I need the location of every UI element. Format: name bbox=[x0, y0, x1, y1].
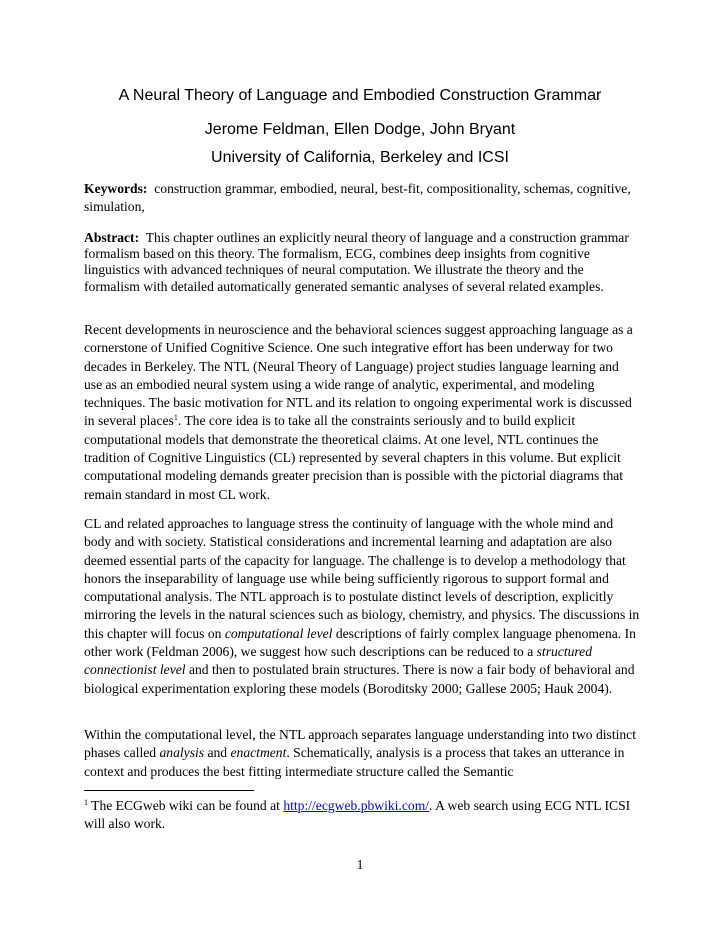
paragraph-2-text-c: and then to postulated brain structures. There is now a fair body of behavioral and biological experimentation exploring these models (Boroditsky 2000; Gallese 2005; Hauk 2004). bbox=[84, 662, 635, 696]
paragraph-2-emphasis-1: computational level bbox=[224, 625, 333, 641]
footnote-divider bbox=[84, 790, 254, 791]
keywords-text: construction grammar, embodied, neural, best-fit, compositionality, schemas, cognitive, simulation, bbox=[84, 181, 631, 215]
keywords-label: Keywords: bbox=[84, 181, 148, 196]
abstract-label: Abstract: bbox=[84, 230, 140, 245]
paragraph-2-emphasis-2: structured connectionist level bbox=[84, 644, 593, 678]
paragraph-3-emphasis-2: enactment bbox=[230, 745, 287, 761]
page-number: 1 bbox=[356, 857, 364, 872]
footnote-text-b: . A web search using ECG NTL ICSI will also work. bbox=[84, 798, 631, 832]
paragraph-3-text-b: and bbox=[204, 745, 231, 761]
paper-authors: Jerome Feldman, Ellen Dodge, John Bryant bbox=[204, 121, 516, 138]
footnote-text-a: The ECGweb wiki can be found at bbox=[88, 798, 284, 813]
paper-affiliation: University of California, Berkeley and ICSI bbox=[211, 149, 509, 166]
abstract-text: This chapter outlines an explicitly neural theory of language and a construction grammar formalism based on this theory. The formalism, ECG, combines deep insights from cognitive linguistics with advanced techniques of neural computation. We illustrate the theory and the formalism with detailed automatically generated semantic analyses of several related examples. bbox=[84, 230, 629, 294]
keywords-block bbox=[84, 180, 640, 217]
paragraph-1 bbox=[84, 321, 640, 504]
footnote-mark: 1 bbox=[84, 798, 88, 807]
paragraph-2 bbox=[84, 515, 640, 698]
paragraph-1-text-a: Recent developments in neuroscience and the behavioral sciences suggest approaching language as a cornerstone of Unified Cognitive Science. One such integrative effort has been underway for two decades in Berkeley. The NTL (Neural Theory of Language) project studies language learning and use as an embodied neural system using a wide range of analytic, experimental, and modeling techniques. The basic motivation for NTL and its relation to ongoing experimental work is discussed in several places bbox=[84, 322, 633, 429]
paragraph-3-emphasis-1: analysis bbox=[159, 745, 205, 761]
paragraph-3 bbox=[84, 726, 640, 781]
paper-title: A Neural Theory of Language and Embodied Construction Grammar bbox=[118, 87, 602, 104]
paragraph-2-text-b: descriptions of fairly complex language phenomena. In other work (Feldman 2006), we suggest how such descriptions can be reduced to a bbox=[84, 625, 636, 660]
paragraph-3-text-c: . Schematically, analysis is a process that takes an utterance in context and produces the best fitting intermediate structure called the Semantic bbox=[84, 745, 625, 779]
footnote-ref[interactable]: 1 bbox=[173, 413, 178, 423]
footnote-link[interactable]: http://ecgweb.pbwiki.com/ bbox=[283, 798, 430, 813]
abstract-block bbox=[84, 230, 640, 295]
paragraph-3-text-a: Within the computational level, the NTL approach separates language understanding into two distinct phases called bbox=[84, 727, 636, 761]
paragraph-2-text-a: CL and related approaches to language stress the continuity of language with the whole mind and body and with society. Statistical considerations and incremental learning and adaptation are also deemed essential parts of the capacity for language. The challenge is to develop a methodology that honors the inseparability of language use while being sufficiently rigorous to support formal and computational analysis. The NTL approach is to postulate distinct levels of description, explicitly mirroring the levels in the natural sciences such as biology, chemistry, and physics. The discussions in this chapter will focus on bbox=[84, 516, 640, 641]
footnote bbox=[84, 797, 640, 834]
paragraph-1-text-b: . The core idea is to take all the constraints seriously and to build explicit computational models that demonstrate the theoretical claims. At one level, NTL continues the tradition of Cognitive Linguistics (CL) represented by several chapters in this volume. But explicit computational modeling demands greater precision than is possible with the pictorial diagrams that remain standard in most CL work. bbox=[84, 413, 624, 502]
